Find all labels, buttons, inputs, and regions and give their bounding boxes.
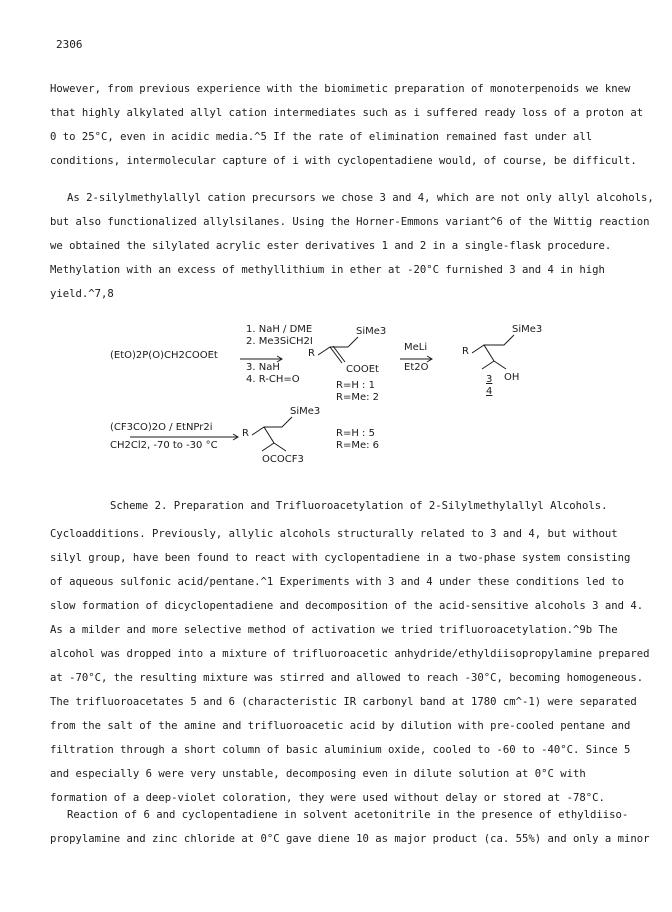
reaction-scheme xyxy=(110,325,610,475)
alcohol-methyl-bond-2 xyxy=(482,361,494,369)
text-line: Methylation with an excess of methyllithium in ether at -20°C furnished 3 and 4 in high xyxy=(50,264,605,276)
text-line: and especially 6 were very unstable, decomposing even in dilute solution at 0°C with xyxy=(50,768,586,780)
text-line: from the salt of the amine and trifluoroacetic acid by dilution with pre-cooled pentane and xyxy=(50,720,631,732)
condition-line: 4. R-CH=O xyxy=(246,374,300,385)
text-line: However, from previous experience with the biomimetic preparation of monoterpenoids we knew xyxy=(50,83,631,95)
ester-silyl-bond xyxy=(348,337,358,347)
text-line: but also functionalized allylsilanes. Using the Horner-Emmons variant^6 of the Wittig reaction xyxy=(50,216,650,228)
phosphonate-reagent: (EtO)2P(O)CH2COOEt xyxy=(110,350,218,361)
text-line: The trifluoroacetates 5 and 6 (characteristic IR carbonyl band at 1780 cm^-1) were separated xyxy=(50,696,637,708)
compound-label: 4 xyxy=(486,386,493,397)
text-line: As 2-silylmethylallyl cation precursors we chose 3 and 4, which are not only allyl alcohols, xyxy=(67,192,654,204)
text-line: yield.^7,8 xyxy=(50,288,114,300)
solvent-label: Et2O xyxy=(404,362,429,373)
ester-silyl-group: SiMe3 xyxy=(356,326,387,337)
r-substituent: R xyxy=(308,348,315,359)
condition-line: 3. NaH xyxy=(246,362,280,373)
paragraph-2 xyxy=(50,192,654,313)
alcohol-double-bond xyxy=(484,345,494,361)
compound-label: 3 xyxy=(486,374,493,385)
text-line: we obtained the silylated acrylic ester derivatives 1 and 2 in a single-flask procedure. xyxy=(50,240,612,252)
r-substituent: R xyxy=(462,346,469,357)
text-line: that highly alkylated allyl cation intermediates such as i suffered ready loss of a proton at xyxy=(50,107,644,119)
condition-line: 2. Me3SiCH2I xyxy=(246,336,313,347)
text-line: As a milder and more selective method of activation we tried trifluoroacetylation.^9b The xyxy=(50,624,618,636)
text-line: formation of a deep-violet coloration, they were used without delay or stored at -78°C. xyxy=(50,792,605,804)
reagent-label: MeLi xyxy=(404,342,428,353)
trifluoro-double-bond xyxy=(264,427,274,443)
ester-group: COOEt xyxy=(346,364,379,375)
condition-line: (CF3CO)2O / EtNPr2i xyxy=(110,422,213,433)
paragraph-1 xyxy=(50,83,644,180)
hydroxyl-group: OH xyxy=(504,372,520,383)
alcohol-silyl-group: SiMe3 xyxy=(512,324,543,335)
text-line: Reaction of 6 and cyclopentadiene in solvent acetonitrile in the presence of ethyldiiso- xyxy=(67,809,629,821)
r-substituent: R xyxy=(242,428,249,439)
compound-label: R=H : 1 xyxy=(336,380,375,391)
text-line: alcohol was dropped into a mixture of trifluoroacetic anhydride/ethyldiisopropylamine prepared xyxy=(50,648,650,660)
text-line: 0 to 25°C, even in acidic media.^5 If the rate of elimination remained fast under all xyxy=(50,131,593,143)
page-number: 2306 xyxy=(56,38,83,51)
trifluoro-bond xyxy=(252,417,292,435)
alcohol-bond xyxy=(472,335,514,353)
text-line: filtration through a short column of basic aluminium oxide, cooled to -60 to -40°C. Since 5 xyxy=(50,744,631,756)
compound-label: R=Me: 6 xyxy=(336,440,380,451)
text-line: slow formation of dicyclopentadiene and decomposition of the acid-sensitive alcohols 3 and 4. xyxy=(50,600,644,612)
scheme-caption: Scheme 2. Preparation and Trifluoroacetylation of 2-Silylmethylallyl Alcohols. xyxy=(110,500,608,512)
condition-line: 1. NaH / DME xyxy=(246,324,313,335)
text-line: of aqueous sulfonic acid/pentane.^1 Experiments with 3 and 4 under these conditions led to xyxy=(50,576,625,588)
trifluoro-methyl-bond-2 xyxy=(262,443,274,451)
compound-label: R=Me: 2 xyxy=(336,392,380,403)
paragraph-4 xyxy=(50,809,650,858)
trifluoroacetate-group: OCOCF3 xyxy=(262,454,304,465)
text-line: propylamine and zinc chloride at 0°C gave diene 10 as major product (ca. 55%) and only a minor xyxy=(50,833,650,845)
text-line: Cycloadditions. Previously, allylic alcohols structurally related to 3 and 4, but without xyxy=(50,528,618,540)
condition-line: CH2Cl2, -70 to -30 °C xyxy=(110,440,218,451)
alcohol-methyl-bond xyxy=(494,361,506,369)
text-line: silyl group, have been found to react with cyclopentadiene in a two-phase system consisting xyxy=(50,552,631,564)
paragraph-3 xyxy=(50,528,650,817)
compound-label: R=H : 5 xyxy=(336,428,375,439)
text-line: at -70°C, the resulting mixture was stirred and allowed to reach -30°C, becoming homogeneous. xyxy=(50,672,644,684)
text-line: conditions, intermolecular capture of i with cyclopentadiene would, of course, be difficult. xyxy=(50,155,637,167)
trifluoro-methyl-bond xyxy=(274,443,286,451)
trifluoro-silyl-group: SiMe3 xyxy=(290,406,321,417)
